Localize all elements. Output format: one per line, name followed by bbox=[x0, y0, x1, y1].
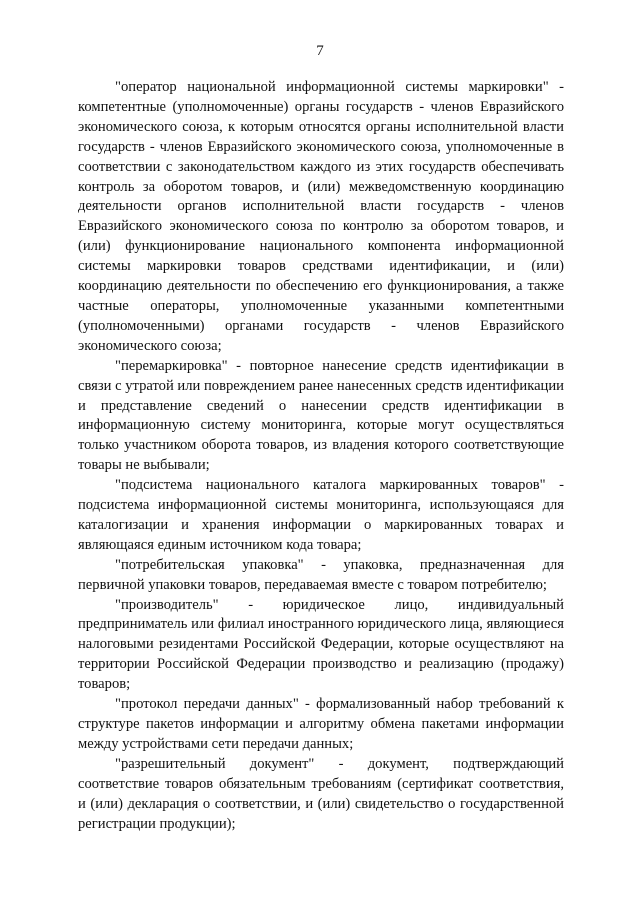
definition-paragraph: "перемаркировка" - повторное нанесение средств идентификации в связи с утратой или повреждением ранее нанесенных средств идентификации и представление сведений о нанесении средств идентификации в информационную систему мониторинга, которые могут осуществляться только участником оборота товаров, из владения которого соответствующие товары не выбывали; bbox=[78, 357, 564, 474]
definition-paragraph: "производитель" - юридическое лицо, индивидуальный предприниматель или филиал иностранного юридического лица, являющиеся налоговыми резидентами Российской Федерации, которые осуществляют на территории Российской Федерации производство и реализацию (продажу) товаров; bbox=[78, 596, 564, 693]
definition-paragraph: "потребительская упаковка" - упаковка, предназначенная для первичной упаковки товаров, передаваемая вместе с товаром потребителю; bbox=[78, 556, 564, 593]
definition-paragraph: "разрешительный документ" - документ, подтверждающий соответствие товаров обязательным требованиям (сертификат соответствия, и (или) декларация о соответствии, и (или) свидетельство о государственной регистрации продукции); bbox=[78, 755, 564, 832]
definition-paragraph: "оператор национальной информационной системы маркировки" - компетентные (уполномоченные) органы государств - членов Евразийского экономического союза, к которым относятся органы исполнительной власти государств - членов Евразийского экономического союза, уполномоченные в соответствии с законодательством каждого из этих государств обеспечивать контроль за оборотом товаров, и (или) межведомственную координацию деятельности органов исполнительной власти государств - членов Евразийского экономического союза по контролю за оборотом товаров, и (или) функционирование национального компонента информационной системы маркировки товаров средствами идентификации, и (или) координацию деятельности по обеспечению его функционирования, а также частные операторы, уполномоченные указанными компетентными (уполномоченными) органами государств - членов Евразийского экономического союза; bbox=[78, 79, 564, 354]
page-number: 7 bbox=[316, 43, 324, 59]
definition-paragraph: "подсистема национального каталога маркированных товаров" - подсистема информационной системы мониторинга, использующаяся для каталогизации и хранения информации о маркированных товарах и являющаяся единым источником кода товара; bbox=[78, 477, 564, 553]
definition-paragraph: "протокол передачи данных" - формализованный набор требований к структуре пакетов информации и алгоритму обмена пакетами информации между устройствами сети передачи данных; bbox=[78, 696, 564, 752]
document-body bbox=[78, 78, 564, 834]
